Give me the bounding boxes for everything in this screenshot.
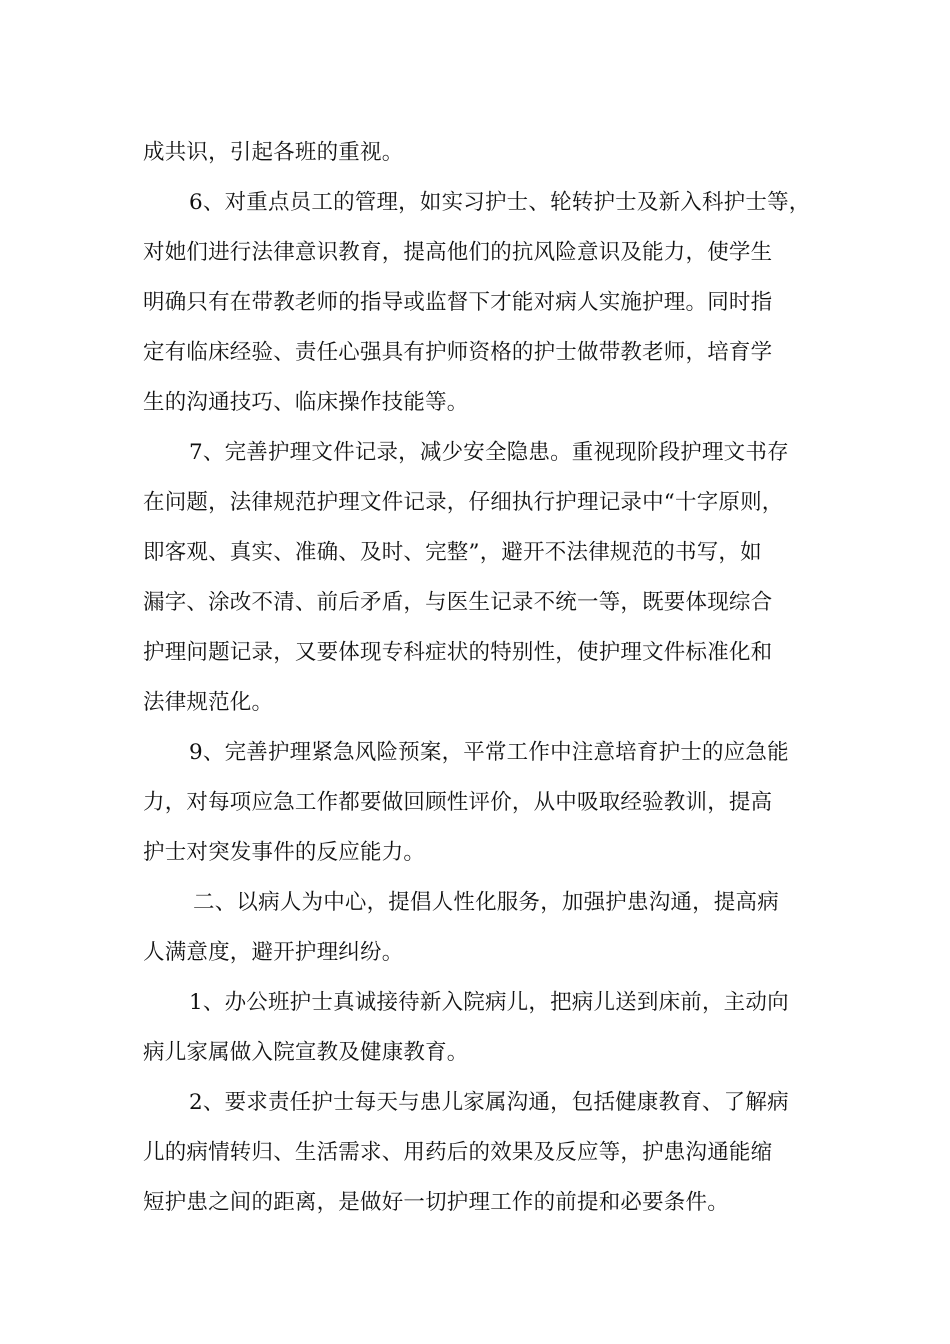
text-line: 即客观、真实、准确、及时、完整”，避开不法律规范的书写，如 (143, 540, 762, 565)
text-line: 对她们进行法律意识教育，提高他们的抗风险意识及能力，使学生 (143, 240, 773, 265)
text-line: 护理问题记录，又要体现专科症状的特别性，使护理文件标准化和 (143, 640, 773, 665)
text-line: 漏字、涂改不清、前后矛盾，与医生记录不统一等，既要体现综合 (143, 590, 773, 615)
paragraph-first-line: 9、完善护理紧急风险预案，平常工作中注意培育护士的应急能 (189, 740, 789, 765)
text-line: 儿的病情转归、生活需求、用药后的效果及反应等，护患沟通能缩 (143, 1140, 773, 1165)
text-line: 力，对每项应急工作都要做回顾性评价，从中吸取经验教训，提高 (143, 790, 773, 815)
paragraph-first-line: 7、完善护理文件记录，减少安全隐患。重视现阶段护理文书存 (189, 440, 789, 465)
paragraph-first-line: 1、办公班护士真诚接待新入院病儿，把病儿送到床前，主动向 (189, 990, 789, 1015)
text-line: 法律规范化。 (143, 690, 274, 715)
text-line: 病儿家属做入院宣教及健康教育。 (143, 1040, 469, 1065)
text-line: 定有临床经验、责任心强具有护师资格的护士做带教老师，培育学 (143, 340, 773, 365)
text-line: 护士对突发事件的反应能力。 (143, 840, 426, 865)
text-line: 人满意度，避开护理纠纷。 (143, 940, 404, 965)
paragraph-first-line: 2、要求责任护士每天与患儿家属沟通，包括健康教育、了解病 (189, 1090, 789, 1115)
text-line: 在问题，法律规范护理文件记录，仔细执行护理记录中“十字原则， (143, 490, 784, 515)
text-line: 成共识，引起各班的重视。 (143, 140, 404, 165)
paragraph-first-line: 6、对重点员工的管理，如实习护士、轮转护士及新入科护士等， (189, 190, 811, 215)
text-line: 生的沟通技巧、临床操作技能等。 (143, 390, 469, 415)
section-heading: 二、以病人为中心，提倡人性化服务，加强护患沟通，提高病 (193, 890, 779, 915)
text-line: 明确只有在带教老师的指导或监督下才能对病人实施护理。同时指 (143, 290, 773, 315)
text-line: 短护患之间的距离，是做好一切护理工作的前提和必要条件。 (143, 1190, 729, 1215)
